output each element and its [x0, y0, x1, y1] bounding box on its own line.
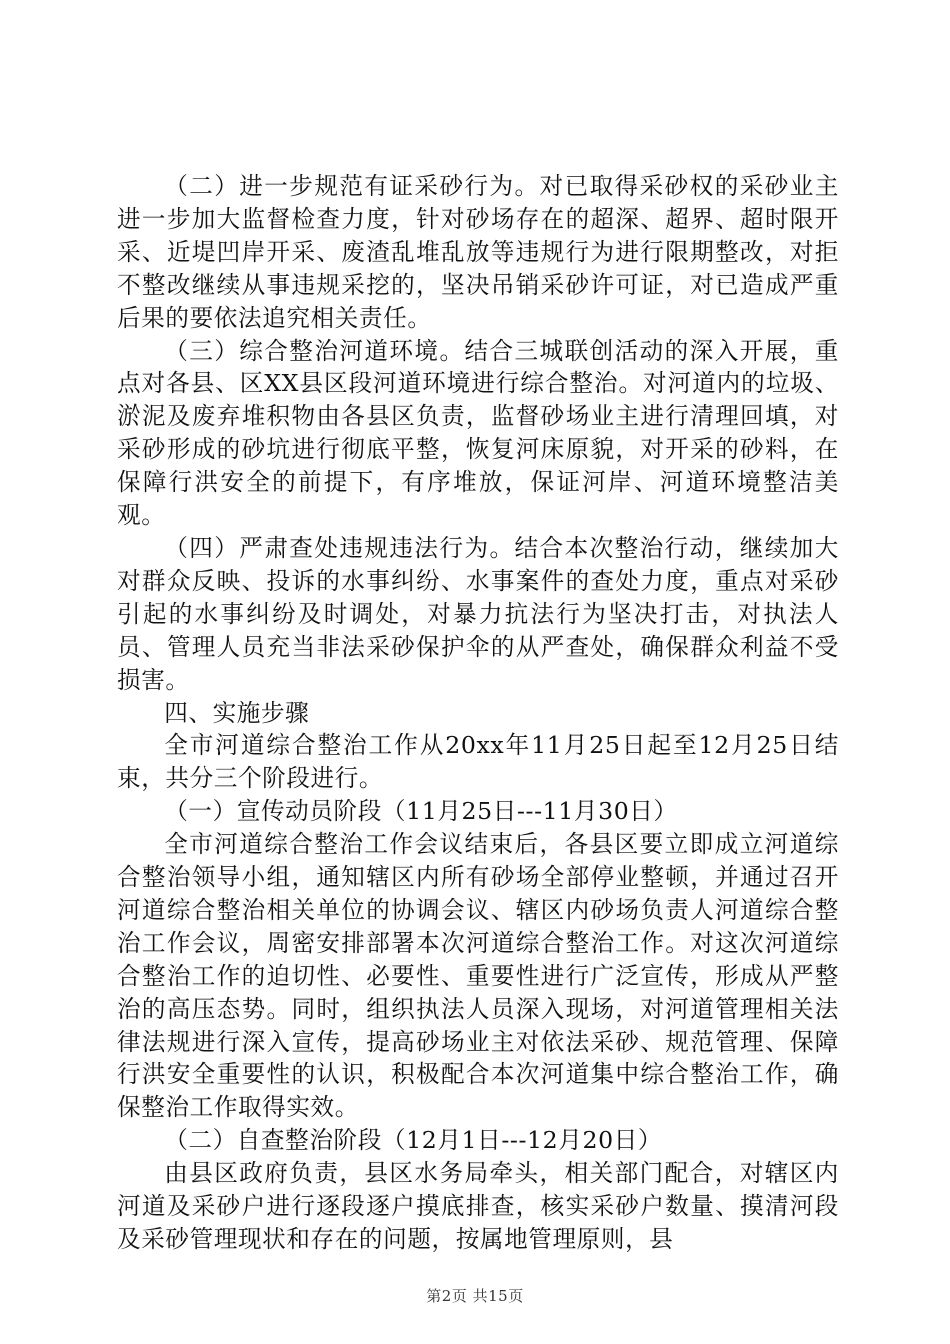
paragraph-schedule: 全市河道综合整治工作从20xx年11月25日起至12月25日结束，共分三个阶段进行。	[117, 731, 839, 793]
page-footer: 第2页 共15页	[426, 1287, 524, 1305]
heading-stage-2: （二）自查整治阶段（12月1日---12月20日）	[164, 1126, 663, 1155]
paragraph-section-2: （二）进一步规范有证采砂行为。对已取得采砂权的采砂业主进一步加大监督检查力度，针对砂场存在的超深、超界、超时限开采、近堤凹岸开采、废渣乱堆乱放等违规行为进行限期整改，对拒不整改继续从事违规采挖的，坚决吊销采砂许可证，对已造成严重后果的要依法追究相关责任。	[117, 172, 839, 332]
paragraph-stage-1: 全市河道综合整治工作会议结束后，各县区要立即成立河道综合整治领导小组，通知辖区内所有砂场全部停业整顿，并通过召开河道综合整治相关单位的协调会议、辖区内砂场负责人河道综合整治工作会议，周密安排部署本次河道综合整治工作。对这次河道综合整治工作的迫切性、必要性、重要性进行广泛宣传，形成从严整治的高压态势。同时，组织执法人员深入现场，对河道管理相关法律法规进行深入宣传，提高砂场业主对依法采砂、规范管理、保障行洪安全重要性的认识，积极配合本次河道集中综合整治工作，确保整治工作取得实效。	[117, 830, 839, 1122]
heading-implementation-steps: 四、实施步骤	[164, 698, 310, 727]
heading-stage-1: （一）宣传动员阶段（11月25日---11月30日）	[164, 797, 678, 826]
paragraph-section-4: （四）严肃查处违规违法行为。结合本次整治行动，继续加大对群众反映、投诉的水事纠纷、水事案件的查处力度，重点对采砂引起的水事纠纷及时调处，对暴力抗法行为坚决打击，对执法人员、管理人员充当非法采砂保护伞的从严查处，确保群众利益不受损害。	[117, 533, 839, 694]
paragraph-stage-2: 由县区政府负责，县区水务局牵头，相关部门配合，对辖区内河道及采砂户进行逐段逐户摸底排查，核实采砂户数量、摸清河段及采砂管理现状和存在的问题，按属地管理原则，县	[117, 1159, 839, 1253]
paragraph-section-3: （三）综合整治河道环境。结合三城联创活动的深入开展，重点对各县、区XX县区段河道环境进行综合整治。对河道内的垃圾、淤泥及废弃堆积物由各县区负责，监督砂场业主进行清理回填，对采砂形成的砂坑进行彻底平整，恢复河床原貌，对开采的砂料，在保障行洪安全的前提下，有序堆放，保证河岸、河道环境整洁美观。	[117, 336, 839, 530]
document-body	[117, 170, 839, 1256]
